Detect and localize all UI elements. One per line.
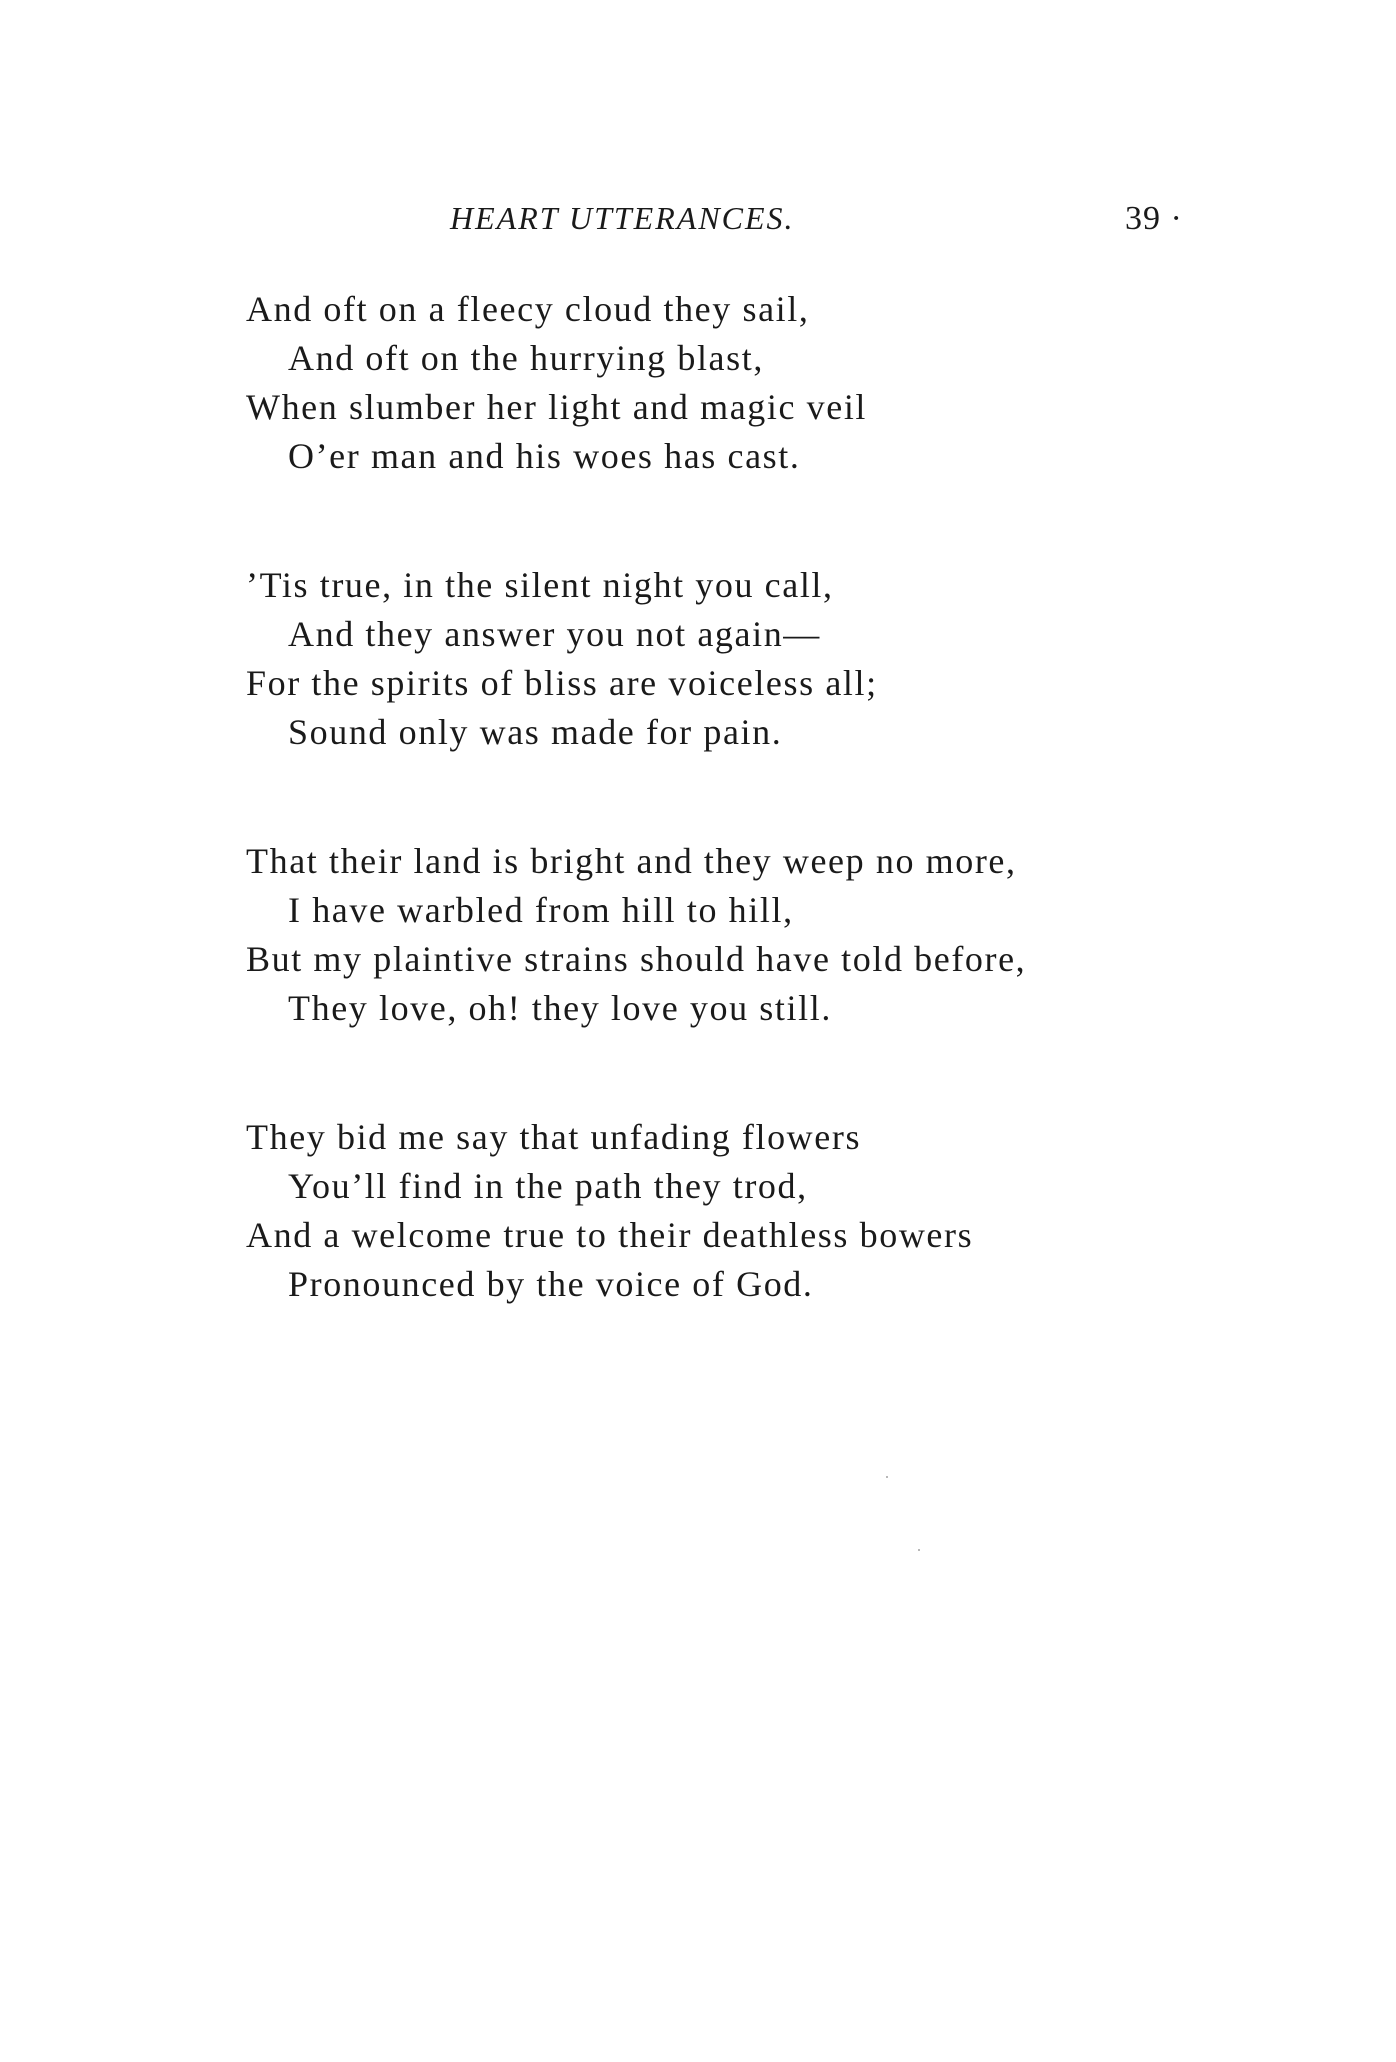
stanza-3 (246, 837, 1246, 1033)
stanza-2 (246, 561, 1246, 757)
poem-line: O’er man and his woes has cast. (288, 436, 801, 476)
poem-line: And they answer you not again— (288, 614, 821, 654)
paper-speck (918, 1549, 920, 1551)
poem-line: I have warbled from hill to hill, (288, 890, 794, 930)
poem-line: And a welcome true to their deathless bowers (246, 1215, 974, 1255)
running-title: HEART UTTERANCES. (450, 200, 795, 236)
poem-line: They bid me say that unfading flowers (246, 1117, 862, 1157)
poem-line: But my plaintive strains should have told before, (246, 939, 1027, 979)
poem-line: Sound only was made for pain. (288, 712, 783, 752)
stanza-1 (246, 285, 1246, 481)
paper-speck (886, 1476, 888, 1478)
running-head (0, 200, 1396, 244)
poem-line: Pronounced by the voice of God. (288, 1264, 814, 1304)
poem-line: And oft on a fleecy cloud they sail, (246, 289, 810, 329)
poem-line: ’Tis true, in the silent night you call, (246, 565, 834, 605)
poem-line: And oft on the hurrying blast, (288, 338, 764, 378)
poem-line: That their land is bright and they weep no more, (246, 841, 1017, 881)
page-number: 39 · (1125, 200, 1183, 237)
poem-line: They love, oh! they love you still. (288, 988, 832, 1028)
poem-line: You’ll find in the path they trod, (288, 1166, 808, 1206)
poem-line: When slumber her light and magic veil (246, 387, 868, 427)
poem-line: For the spirits of bliss are voiceless all; (246, 663, 878, 703)
stanza-4 (246, 1113, 1246, 1309)
poem (246, 285, 1246, 1389)
